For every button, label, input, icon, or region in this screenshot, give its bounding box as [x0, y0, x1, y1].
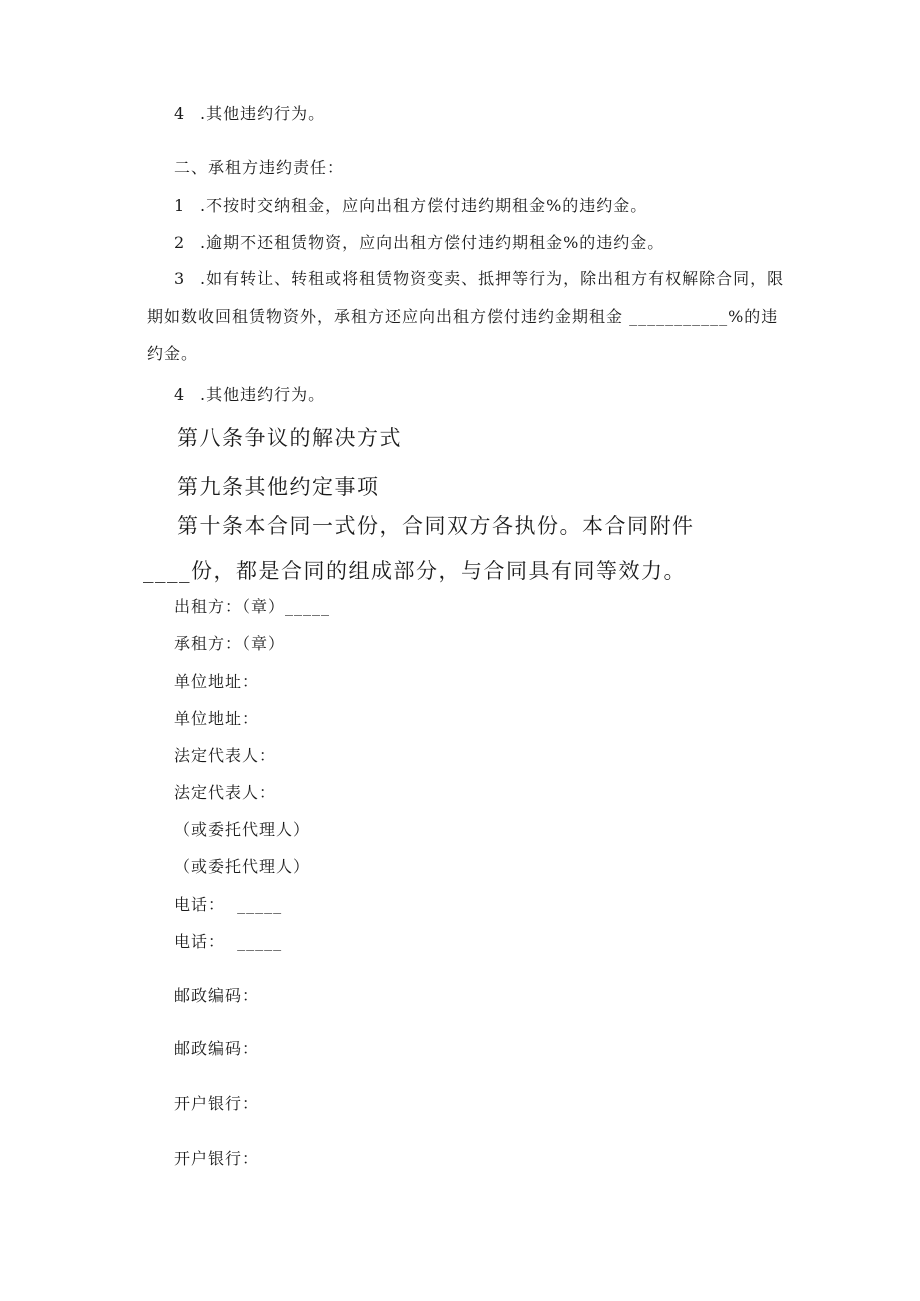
- lessee-address: 单位地址：: [174, 709, 260, 728]
- lessee-agent: （或委托代理人）: [174, 857, 311, 876]
- tenant-item-3-continuation: 期如数收回租赁物资外，承租方还应向出租方偿付违约金期租金 ___________%的违: [147, 307, 779, 326]
- item-number: 1: [174, 196, 186, 215]
- lessor-seal: 出租方：（章）_____: [174, 597, 331, 616]
- lessor-bank: 开户银行：: [174, 1094, 260, 1113]
- tenant-item-2: [174, 232, 664, 254]
- tenant-item-1: [174, 195, 647, 217]
- item-text: .逾期不还租赁物资，应向出租方偿付违约期租金%的违约金。: [200, 233, 665, 252]
- owner-item-4: [174, 103, 325, 125]
- lessee-phone: 电话： _____: [174, 932, 283, 951]
- article-10-line-2: ____份，都是合同的组成部分，与合同具有同等效力。: [143, 559, 686, 583]
- item-text-line-1: .如有转让、转租或将租赁物资变卖、抵押等行为，除出租方有权解除合同，限: [200, 269, 785, 288]
- lessee-postcode: 邮政编码：: [174, 1039, 260, 1058]
- lessee-seal: 承租方：（章）: [174, 634, 286, 653]
- tenant-item-3-continuation-end: 约金。: [147, 344, 199, 363]
- lessor-phone: 电话： _____: [174, 895, 283, 914]
- item-number: 4: [174, 385, 186, 404]
- item-number: 4: [174, 104, 186, 123]
- tenant-breach-heading: 二、承租方违约责任：: [174, 158, 345, 177]
- lessor-address: 单位地址：: [174, 672, 260, 691]
- item-text: .不按时交纳租金，应向出租方偿付违约期租金%的违约金。: [200, 196, 648, 215]
- lessor-agent: （或委托代理人）: [174, 820, 311, 839]
- item-text: .其他违约行为。: [200, 104, 326, 123]
- article-10-line-1: 第十条本合同一式份，合同双方各执份。本合同附件: [177, 514, 695, 538]
- article-8: 第八条争议的解决方式: [177, 426, 402, 450]
- tenant-item-4: [174, 384, 325, 406]
- lessee-bank: 开户银行：: [174, 1149, 260, 1168]
- article-9: 第九条其他约定事项: [177, 475, 380, 499]
- lessor-postcode: 邮政编码：: [174, 986, 260, 1005]
- item-number: 2: [174, 233, 186, 252]
- lessor-legal-rep: 法定代表人：: [174, 746, 277, 765]
- tenant-item-3: [174, 268, 784, 290]
- item-text: .其他违约行为。: [200, 385, 326, 404]
- item-number: 3: [174, 269, 186, 288]
- lessee-legal-rep: 法定代表人：: [174, 783, 277, 802]
